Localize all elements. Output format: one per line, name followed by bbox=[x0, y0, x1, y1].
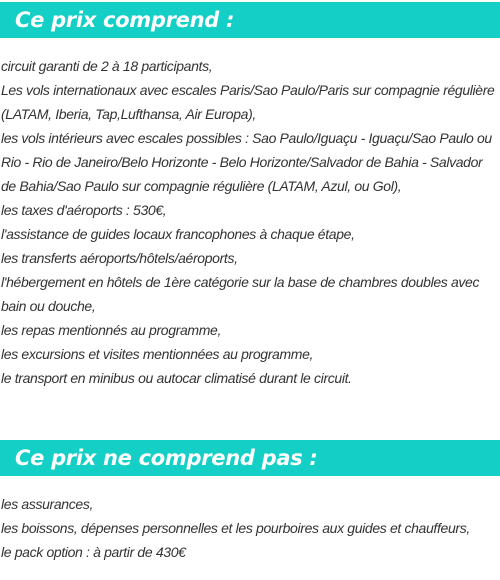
included-item: les vols intérieurs avec escales possibles : Sao Paulo/Iguaçu - Iguaçu/Sao Paulo ou Rio - Rio de Janeiro/Belo Horizonte - Belo Horizonte/Salvador de Bahia - Salvador de Bahia/Sao Paulo sur compagnie régulière (LATAM, Azul, ou Gol), bbox=[1, 130, 492, 194]
excluded-section-title: Ce prix ne comprend pas : bbox=[0, 440, 500, 476]
included-section-title: Ce prix comprend : bbox=[0, 2, 500, 38]
included-item: le transport en minibus ou autocar climatisé durant le circuit. bbox=[1, 370, 352, 386]
included-item: Les vols internationaux avec escales Paris/Sao Paulo/Paris sur compagnie régulière (LATAM, Iberia, Tap,Lufthansa, Air Europa), bbox=[1, 82, 495, 122]
included-items-list bbox=[0, 54, 500, 390]
included-item: l'hébergement en hôtels de 1ère catégorie sur la base de chambres doubles avec bain ou douche, bbox=[1, 274, 480, 314]
included-item: circuit garanti de 2 à 18 participants, bbox=[1, 58, 213, 74]
excluded-items-list bbox=[0, 492, 500, 564]
included-item: les repas mentionnés au programme, bbox=[1, 322, 221, 338]
included-item: les taxes d'aéroports : 530€, bbox=[1, 202, 167, 218]
excluded-item: les boissons, dépenses personnelles et les pourboires aux guides et chauffeurs, bbox=[1, 520, 470, 536]
excluded-item: le pack option : à partir de 430€ bbox=[1, 544, 186, 560]
excluded-item: les assurances, bbox=[1, 496, 94, 512]
included-item: l'assistance de guides locaux francophones à chaque étape, bbox=[1, 226, 355, 242]
included-item: les excursions et visites mentionnées au programme, bbox=[1, 346, 314, 362]
included-item: les transferts aéroports/hôtels/aéroports, bbox=[1, 250, 238, 266]
